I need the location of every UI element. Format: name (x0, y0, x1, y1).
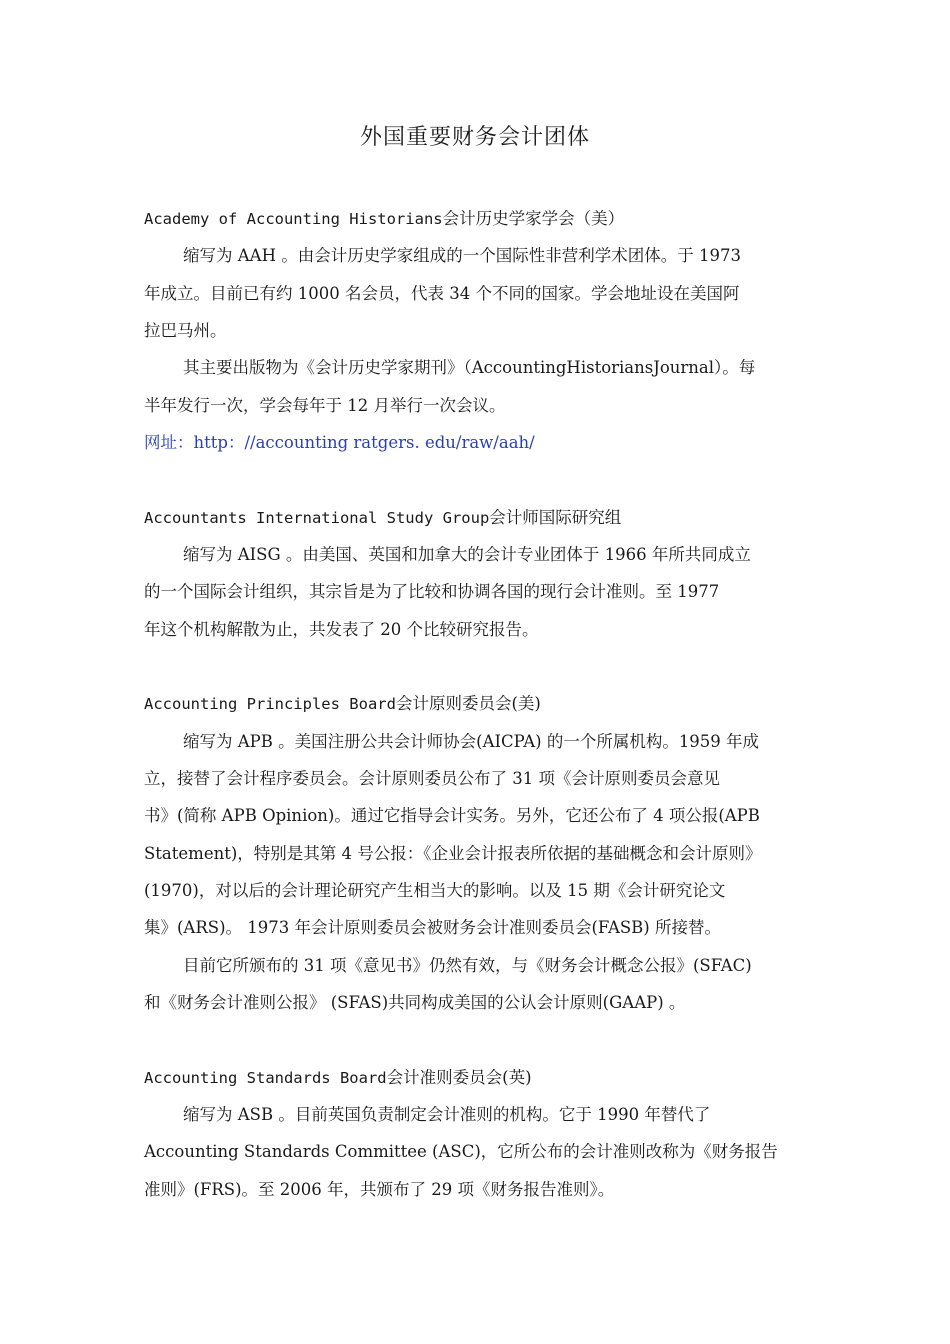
paragraph-line: Accounting Standards Committee (ASC)，它所公布的会计准则改称为《财务报告 (144, 1142, 778, 1161)
paragraph-line: 立，接替了会计程序委员会。会计原则委员公布了 31 项《会计原则委员会意见 (144, 769, 720, 788)
paragraph-line: 年这个机构解散为止，共发表了 20 个比较研究报告。 (144, 620, 539, 639)
section-heading-aisg (144, 506, 808, 530)
website-link[interactable]: 网址：http：//accounting ratgers. edu/raw/aah/ (144, 433, 535, 452)
heading-english: Accounting Standards Board (144, 1069, 387, 1087)
page-title: 外国重要财务会计团体 (359, 125, 590, 150)
paragraph-line: 半年发行一次，学会每年于 12 月举行一次会议。 (144, 396, 506, 415)
paragraph-line: 目前它所颁布的 31 项《意见书》仍然有效，与《财务会计概念公报》(SFAC) (183, 956, 752, 975)
paragraph-line: 拉巴马州。 (144, 321, 227, 340)
paragraph-line: 集》(ARS)。 1973 年会计原则委员会被财务会计准则委员会(FASB) 所接替。 (144, 918, 721, 937)
paragraph-line: 缩写为 ASB 。目前英国负责制定会计准则的机构。它于 1990 年替代了 (183, 1105, 711, 1124)
paragraph-line: 书》(简称 APB Opinion)。通过它指导会计实务。另外，它还公布了 4 项公报(APB (144, 806, 760, 825)
heading-chinese: 会计师国际研究组 (489, 508, 622, 527)
heading-english: Accounting Principles Board (144, 695, 396, 713)
heading-chinese: 会计历史学家学会（美） (442, 209, 625, 228)
heading-english: Academy of Accounting Historians (144, 210, 443, 228)
paragraph-line: Statement)，特别是其第 4 号公报：《企业会计报表所依据的基础概念和会计原则》 (144, 844, 762, 863)
paragraph-line: 准则》(FRS)。至 2006 年，共颁布了 29 项《财务报告准则》。 (144, 1180, 615, 1199)
paragraph-line: 缩写为 AISG 。由美国、英国和加拿大的会计专业团体于 1966 年所共同成立 (183, 545, 751, 564)
paragraph-line: (1970)，对以后的会计理论研究产生相当大的影响。以及 15 期《会计研究论文 (144, 881, 726, 900)
paragraph-line: 和《财务会计准则公报》 (SFAS)共同构成美国的公认会计原则(GAAP) 。 (144, 993, 686, 1012)
paragraph-line: 缩写为 APB 。美国注册公共会计师协会(AICPA) 的一个所属机构。1959 年成 (183, 732, 760, 751)
heading-english: Accountants International Study Group (144, 509, 490, 527)
section-heading-apb (144, 692, 808, 716)
paragraph-line: 年成立。目前已有约 1000 名会员，代表 34 个不同的国家。学会地址设在美国阿 (144, 284, 740, 303)
paragraph-line: 缩写为 AAH 。由会计历史学家组成的一个国际性非营利学术团体。于 1973 (183, 246, 741, 265)
heading-chinese: 会计准则委员会(英) (386, 1068, 532, 1087)
paragraph-line: 的一个国际会计组织，其宗旨是为了比较和协调各国的现行会计准则。至 1977 (144, 582, 720, 601)
paragraph-line: 其主要出版物为《会计历史学家期刊》（AccountingHistoriansJournal）。每 (183, 358, 756, 377)
heading-chinese: 会计原则委员会(美) (395, 694, 541, 713)
section-heading-aah (144, 207, 808, 231)
section-heading-asb (144, 1066, 808, 1090)
